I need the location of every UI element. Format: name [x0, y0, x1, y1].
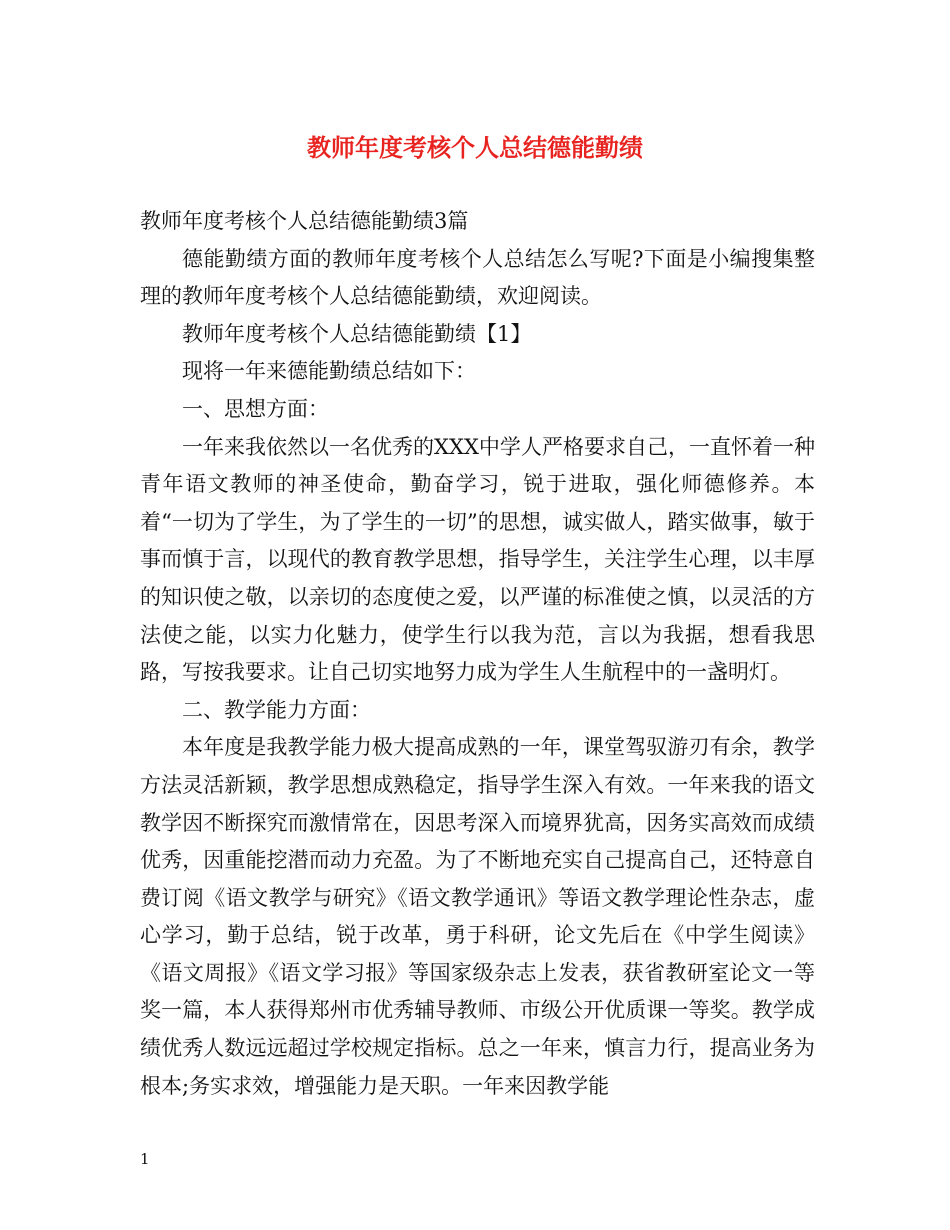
heading-teaching-ability: 二、教学能力方面：: [182, 697, 371, 722]
paragraph-teaching-ability: 本年度是我教学能力极大提高成熟的一年，课堂驾驭游刃有余，教学方法灵活新颖，教学思想成熟稳定，指导学生深入有效。一年来我的语文教学因不断探究而激情常在，因思考深入而境界犹高，因务实高效而成绩优秀，因重能挖潜而动力充盈。为了不断地充实自己提高自己，还特意自费订阅《语文教学与研究》《语文教学通讯》等语文教学理论性杂志，虚心学习，勤于总结，锐于改革，勇于科研，论文先后在《中学生阅读》《语文周报》《语文学习报》等国家级杂志上发表，获省教研室论文一等奖一篇，本人获得郑州市优秀辅导教师、市级公开优质课一等奖。教学成绩优秀人数远远超过学校规定指标。总之一年来，慎言力行，提高业务为根本;务实求效，增强能力是天职。一年来因教学能: [140, 735, 815, 1098]
paragraph-thought: 一年来我依然以一名优秀的XXX中学人严格要求自己，一直怀着一种青年语文教师的神圣使命，勤奋学习，锐于进取，强化师德修养。本着“一切为了学生，为了学生的一切”的思想，诚实做人，踏实做事，敏于事而慎于言，以现代的教育教学思想，指导学生，关注学生心理，以丰厚的知识使之敬，以亲切的态度使之爱，以严谨的标准使之慎，以灵活的方法使之能，以实力化魅力，使学生行以我为范，言以为我据，想看我思路，写按我要求。让自己切实地努力成为学生人生航程中的一盏明灯。: [140, 434, 815, 685]
document-title: 教师年度考核个人总结德能勤绩: [307, 133, 643, 162]
page-number: 1: [140, 1150, 150, 1168]
paragraph-section-heading: 教师年度考核个人总结德能勤绩【1】: [182, 321, 532, 346]
paragraph-intro: 德能勤绩方面的教师年度考核个人总结怎么写呢?下面是小编搜集整理的教师年度考核个人总结德能勤绩，欢迎阅读。: [140, 246, 815, 309]
heading-thought: 一、思想方面：: [182, 396, 329, 421]
paragraph-subtitle: 教师年度考核个人总结德能勤绩3篇: [140, 209, 469, 233]
document-body: [140, 203, 815, 1105]
paragraph-summary-lead: 现将一年来德能勤绩总结如下：: [182, 359, 476, 384]
